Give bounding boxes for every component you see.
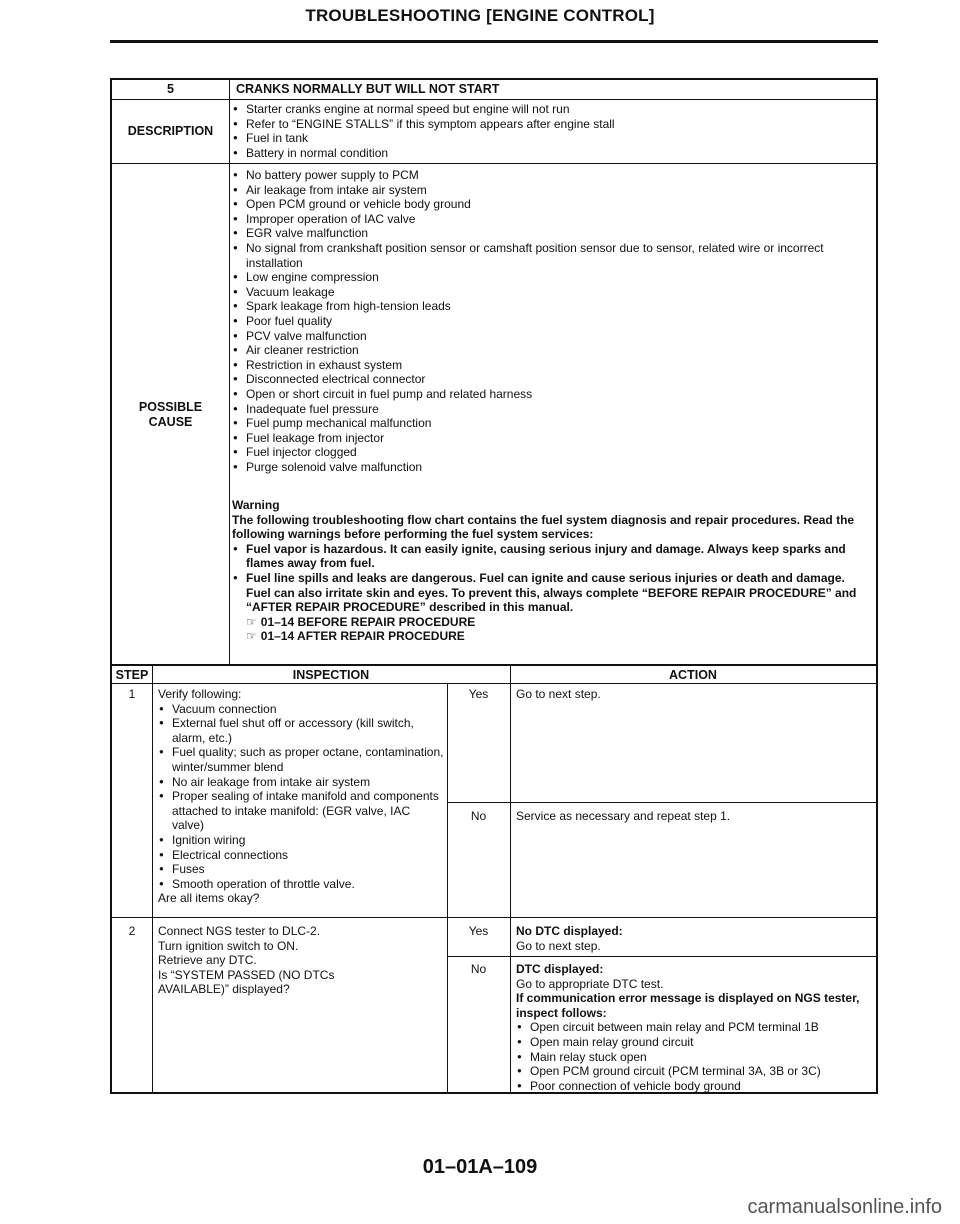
cause-item: ● Fuel injector clogged [232, 445, 868, 460]
label-column-divider [229, 80, 230, 664]
inspection-line: Retrieve any DTC. [158, 953, 257, 968]
step-header: STEP [115, 668, 149, 682]
yes-action: Go to next step. [516, 687, 601, 701]
cause-item: ● Poor fuel quality [232, 314, 868, 329]
row-divider [112, 917, 876, 918]
cause-item: ● No signal from crankshaft position sensor or camshaft position sensor due to sensor, related wire or incorrect installation [232, 241, 868, 270]
inspection-item: ● External fuel shut off or accessory (kill switch, alarm, etc.) [158, 716, 444, 745]
inspect-item: ● Main relay stuck open [516, 1050, 872, 1065]
possible-cause-label-line: POSSIBLE [138, 400, 203, 414]
action-header: ACTION [669, 668, 717, 682]
cause-item: ● Improper operation of IAC valve [232, 212, 868, 227]
cause-item: ● Low engine compression [232, 270, 868, 285]
cause-item: ● Vacuum leakage [232, 285, 868, 300]
action-text: Go to next step. [516, 938, 601, 953]
row-divider [112, 163, 876, 164]
reference-link[interactable] [232, 629, 872, 644]
cause-item: ● Fuel leakage from injector [232, 431, 868, 446]
inspect-item: ● Open PCM ground circuit (PCM terminal 3A, 3B or 3C) [516, 1064, 872, 1079]
step1-inspection [158, 687, 444, 906]
possible-cause-label-line: CAUSE [148, 415, 193, 429]
reference-text: 01–14 AFTER REPAIR PROCEDURE [260, 629, 465, 644]
yes-no-column-divider [447, 683, 448, 1094]
action-title: DTC displayed: [516, 962, 604, 976]
inspection-item: ● Electrical connections [158, 848, 444, 863]
inspection-line: Turn ignition switch to ON. [158, 938, 299, 953]
yes-label: Yes [468, 687, 489, 701]
reference-text: 01–14 BEFORE REPAIR PROCEDURE [260, 614, 476, 629]
warning-intro: The following troubleshooting flow chart contains the fuel system diagnosis and repair procedures. Read the following warnings before performing the fuel system services: [232, 512, 855, 542]
step-column-divider [152, 664, 153, 1094]
description-item: ● Starter cranks engine at normal speed but engine will not run [232, 102, 872, 117]
inspection-action-divider [510, 664, 511, 1094]
no-label: No [470, 809, 487, 823]
cause-item: ● Inadequate fuel pressure [232, 402, 868, 417]
possible-cause-label [112, 400, 229, 430]
inspection-item: ● No air leakage from intake air system [158, 775, 444, 790]
reference-arrow-icon: ☞ [246, 614, 257, 629]
inspection-item: ● Fuel quality; such as proper octane, contamination, winter/summer blend [158, 745, 444, 774]
cause-item: ● Open or short circuit in fuel pump and related harness [232, 387, 868, 402]
yes-label: Yes [468, 924, 489, 938]
inspection-intro: Verify following: [158, 687, 242, 701]
inspection-line: Connect NGS tester to DLC-2. [158, 924, 321, 938]
description-item: ● Battery in normal condition [232, 146, 872, 161]
reference-link[interactable] [232, 615, 872, 630]
cause-item: ● Purge solenoid valve malfunction [232, 460, 868, 475]
symptom-number: 5 [167, 82, 174, 96]
step-number: 1 [128, 687, 136, 701]
cause-item: ● PCV valve malfunction [232, 329, 868, 344]
inspection-list [158, 702, 444, 892]
row-divider [447, 802, 876, 803]
inspect-item: ● Poor connection of vehicle body ground [516, 1079, 872, 1094]
description-list [232, 102, 872, 160]
cause-item: ● No battery power supply to PCM [232, 168, 868, 183]
warning-block [232, 498, 872, 644]
inspection-line: Is “SYSTEM PASSED (NO DTCs AVAILABLE)” displayed? [158, 967, 335, 997]
header-divider [110, 40, 878, 43]
no-label: No [470, 962, 487, 976]
step2-inspection [158, 924, 390, 997]
yes-action [516, 924, 872, 953]
inspection-header: INSPECTION [292, 668, 370, 682]
description-item: ● Fuel in tank [232, 131, 872, 146]
cause-item: ● Restriction in exhaust system [232, 358, 868, 373]
symptom-title: CRANKS NORMALLY BUT WILL NOT START [236, 82, 500, 96]
cause-item: ● Air cleaner restriction [232, 343, 868, 358]
inspection-item: ● Vacuum connection [158, 702, 444, 717]
inspect-list [516, 1020, 872, 1093]
no-action: Service as necessary and repeat step 1. [516, 809, 731, 823]
warning-item: ● Fuel vapor is hazardous. It can easily ignite, causing serious injury and damage. Always keep sparks and flames away from fuel. [232, 542, 872, 571]
row-divider [112, 99, 876, 100]
description-item: ● Refer to “ENGINE STALLS” if this symptom appears after engine stall [232, 117, 872, 132]
no-action [516, 962, 872, 1093]
inspection-item: ● Smooth operation of throttle valve. [158, 877, 444, 892]
comm-error-note: If communication error message is displayed on NGS tester, inspect follows: [516, 991, 860, 1020]
step-number: 2 [128, 924, 136, 938]
action-title: No DTC displayed: [516, 924, 623, 938]
watermark: carmanualsonline.info [747, 1196, 942, 1218]
row-divider [112, 683, 876, 684]
inspect-item: ● Open main relay ground circuit [516, 1035, 872, 1050]
inspection-item: ● Proper sealing of intake manifold and components attached to intake manifold: (EGR valve, IAC valve) [158, 789, 444, 833]
cause-item: ● Spark leakage from high-tension leads [232, 299, 868, 314]
row-divider [447, 956, 876, 957]
possible-cause-list [232, 168, 868, 474]
troubleshooting-table [110, 78, 878, 1094]
inspection-question: Are all items okay? [158, 891, 260, 906]
inspection-item: ● Fuses [158, 862, 444, 877]
cause-item: ● Disconnected electrical connector [232, 372, 868, 387]
warning-title: Warning [232, 498, 280, 512]
action-text: Go to appropriate DTC test. [516, 976, 664, 991]
warning-item: ● Fuel line spills and leaks are dangerous. Fuel can ignite and cause serious injuries or death and damage. Fuel can also irritate skin and eyes. To prevent this, always complete “BEFORE REPAIR PROCEDURE” and “AFTER REPAIR PROCEDURE” described in this manual. [232, 571, 872, 615]
cause-item: ● Fuel pump mechanical malfunction [232, 416, 868, 431]
cause-item: ● EGR valve malfunction [232, 226, 868, 241]
inspect-item: ● Open circuit between main relay and PCM terminal 1B [516, 1020, 872, 1035]
cause-item: ● Open PCM ground or vehicle body ground [232, 197, 868, 212]
warning-list [232, 542, 872, 615]
cause-item: ● Air leakage from intake air system [232, 183, 868, 198]
reference-arrow-icon: ☞ [246, 629, 257, 644]
page-number: 01–01A–109 [422, 1156, 538, 1178]
page-title: TROUBLESHOOTING [ENGINE CONTROL] [305, 6, 655, 25]
section-divider [112, 664, 876, 666]
description-label: DESCRIPTION [127, 124, 214, 138]
inspection-item: ● Ignition wiring [158, 833, 444, 848]
